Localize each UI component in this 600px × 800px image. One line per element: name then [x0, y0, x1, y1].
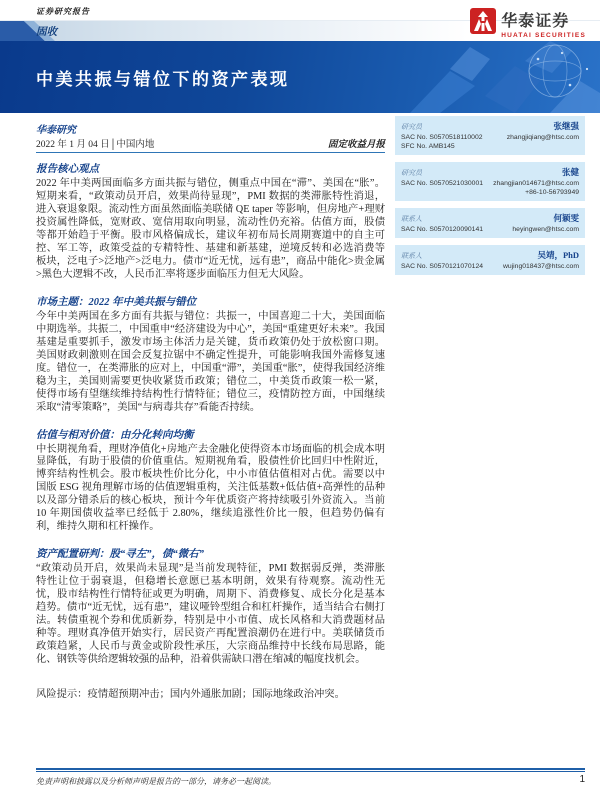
section-heading: 报告核心观点: [36, 164, 99, 175]
analyst-card: [395, 116, 585, 155]
section-paragraph: 中长期视角看，理财净值化+房地产去金融化使得资本市场面临的机会成本明显降低，有助于股债的价值重估。短期视角看，股债性价比回归中性附近，博弈结构性机会。股市板块性价比分化，中小市值估值相对占优。需要以中国版 ESG 视角理解市场的估值逻辑重构，关注低基数+低估值+高弹性的品种以及部分错杀后的核心板块，预计今年优质资产将持续吸引外资流入。当前 10 年期国债收益率已经低于 2.80%，继续追涨性价比一般，但趋势仍偏有利，维持久期和杠杆操作。: [36, 443, 385, 533]
analyst-sac: SAC No. S0570521030001: [401, 180, 484, 187]
analyst-sac: SAC No. S0570121070124: [401, 263, 484, 270]
section-valuation: [36, 427, 385, 535]
brand-name-en: HUATAI SECURITIES: [501, 32, 586, 39]
section-allocation: [36, 546, 385, 667]
section-heading: 资产配置研判：股“寻左”，债“微右”: [36, 549, 204, 561]
huatai-logo-icon: [470, 8, 496, 34]
analyst-card: [395, 162, 585, 201]
analyst-email: zhangjian014671@htsc.com: [493, 180, 579, 187]
analyst-card: [395, 208, 585, 238]
section-heading: 市场主题：2022 年中美共振与错位: [36, 296, 197, 308]
brand-logo: [470, 8, 586, 39]
analyst-name: 张健: [561, 167, 579, 177]
analyst-name: 何颖雯: [553, 213, 579, 223]
analyst-sac: SAC No. S0570120090141: [401, 226, 484, 233]
report-date: 2022 年 1 月 04 日│中国内地: [36, 140, 155, 150]
page-number: 1: [579, 774, 585, 785]
banner-graphic: [300, 41, 600, 113]
analyst-role: 研究员: [401, 169, 422, 177]
research-org: 华泰研究: [36, 125, 76, 136]
divider: [36, 152, 385, 153]
analyst-role: 联系人: [401, 252, 422, 260]
analyst-role: 联系人: [401, 215, 422, 223]
analyst-card: [395, 245, 585, 275]
analyst-email: heyingwen@htsc.com: [512, 226, 579, 233]
category-label: 固收: [36, 27, 57, 38]
section-paragraph: 今年中美两国在多方面有共振与错位：共振一，中国喜迎二十大，美国面临中期选举。共振二，中国重申“经济建设为中心”，美国“重建更好未来”。我国基建是重要抓手，激发市场主体活力是关键，货币政策仍处于放松窗口期。美国财政刺激则在国会反复拉锯中不确定性提升，可能影响我国外需修复速度。错位一，在类滞胀的应对上，中国重“滞”，美国重“胀”，使得我国经济维稳为主，美国则需要更快收紧货币政策；错位二，中美货币政策一松一紧，使得市场有望继续维持结构性行情特征；错位三，疫情防控方面，中国继续采取“清零策略”，美国“与病毒共存”看能否持续。: [36, 310, 385, 413]
analyst-phone: +86-10-56793949: [525, 189, 579, 196]
report-series-label: 固定收益月报: [327, 140, 385, 150]
report-type-label: 证券研究报告: [36, 7, 90, 16]
section-heading: 估值与相对价值：由分化转向均衡: [36, 429, 194, 441]
analyst-sac: SAC No. S0570518110002: [401, 134, 483, 141]
section-paragraph: “政策动员开启，效果尚未显现”是当前发现特征，PMI 数据弱反弹，类滞胀特性让位于弱衰退，但稳增长意愿已基本明朗，效果有待观察。流动性无忧，股市结构性行情特征或更为明确，周期下、消费修复、成长分化是基本趋势。债市“近无忧，远有患”，建议哑铃型组合和杠杆操作，适当结合右侧打法。转债重视个券和优质新券，特别是中小市值、成长风格和大消费题材品种等。理财真净值开始实行，居民资产再配置浪潮仍在进行中。美联储货币政策趋紧，人民币与黄金或阶段性承压，大宗商品维持中长线布局思路，能化、钢铁等供给逻辑较强的品种，沿着供需缺口潜在缩减的幅度找机会。: [36, 563, 385, 666]
analyst-sidebar: [395, 116, 585, 282]
analyst-name: 张继强: [553, 121, 579, 131]
analyst-name: 吴靖，PhD: [537, 250, 579, 260]
report-title: 中美共振与错位下的资产表现: [36, 69, 290, 89]
report-body: [36, 161, 385, 700]
analyst-email: wujing018437@htsc.com: [502, 263, 579, 270]
analyst-email: zhangjiqiang@htsc.com: [506, 134, 579, 141]
brand-name-cn: 华泰证券: [501, 13, 570, 30]
footer-divider: [36, 768, 585, 772]
footer-disclaimer: 免责声明和披露以及分析师声明是报告的一部分，请务必一起阅读。: [36, 777, 276, 786]
title-banner: [0, 41, 600, 113]
risk-warning: 风险提示：疫情超预期冲击；国内外通胀加剧；国际地缘政治冲突。: [36, 689, 345, 701]
analyst-role: 研究员: [401, 123, 422, 131]
section-market-theme: [36, 294, 385, 415]
section-core-views: [36, 161, 385, 282]
section-paragraph: 2022 年中美两国面临多方面共振与错位，侧重点中国在“滞”、美国在“胀”。短期来看，“政策动员开启，效果尚待显现”，PMI 数据的类滞胀特性消退，进入衰退象限。流动性方面虽然面临美联储 QE taper 等影响，但房地产+理财投资属性降低，宽财政、宽信用取向明显，流动性仍充裕。估值方面，股债等都开始趋于平衡。股市风格偏成长，建议年初布局长周期赛道中的自主可控、军工等，政策受益的专精特性、基建和新基建，逆境反转和必选消费等板块，泛电子>泛地产>泛电力。债市“近无忧，远有患”，商品中能化>贵金属>黑色大逻辑不改，人民币汇率将逐步面临压力但无大风险。: [36, 178, 385, 280]
analyst-sfc: SFC No. AMB145: [401, 143, 455, 150]
